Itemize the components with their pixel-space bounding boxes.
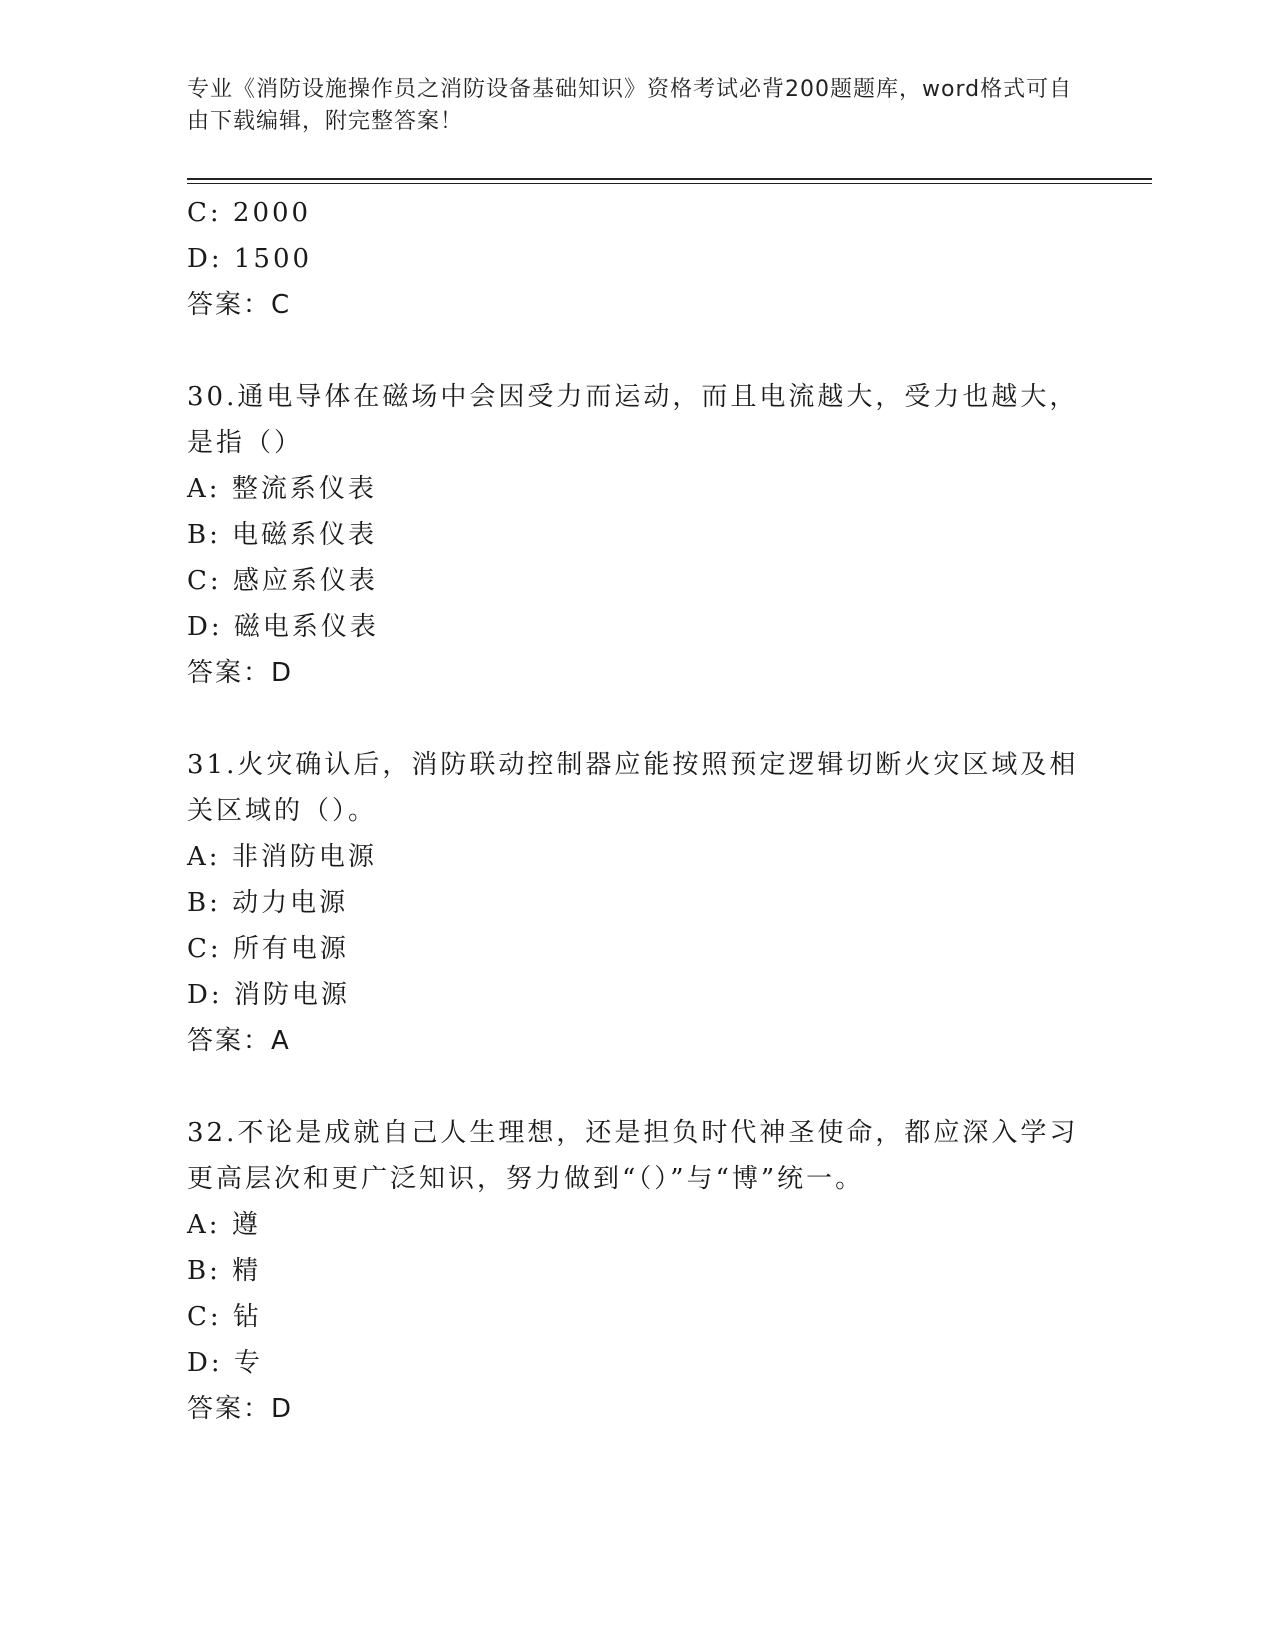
option-label: B: xyxy=(187,1256,221,1286)
option-text: 精 xyxy=(232,1256,262,1286)
option-label: A: xyxy=(187,842,221,872)
answer-line: 答案：D xyxy=(187,658,294,688)
option-label: C: xyxy=(187,1302,222,1332)
question-31 xyxy=(187,742,1087,1064)
previous-question-tail xyxy=(187,190,1087,328)
option-label: D: xyxy=(187,612,223,642)
option-d xyxy=(187,1340,1087,1386)
option-label: C: xyxy=(187,934,222,964)
option-label: D: xyxy=(187,244,223,274)
option-c xyxy=(187,190,1087,236)
option-text: 专 xyxy=(233,1348,263,1378)
option-text: 钻 xyxy=(232,1302,262,1332)
option-c xyxy=(187,558,1087,604)
option-b xyxy=(187,880,1087,926)
option-d xyxy=(187,236,1087,282)
answer-line: 答案：C xyxy=(187,290,292,320)
option-label: C: xyxy=(187,198,222,228)
question-text: 32.不论是成就自己人生理想，还是担负时代神圣使命，都应深入学习更高层次和更广泛知识，努力做到“（）”与“博”统一。 xyxy=(187,1118,1079,1194)
option-label: C: xyxy=(187,566,222,596)
option-text: 2000 xyxy=(232,198,312,228)
question-text: 30.通电导体在磁场中会因受力而运动，而且电流越大，受力也越大，是指（） xyxy=(187,382,1079,458)
option-text: 动力电源 xyxy=(232,888,349,918)
option-text: 消防电源 xyxy=(233,980,350,1010)
header-divider-thin xyxy=(187,183,1152,184)
option-text: 遵 xyxy=(231,1210,261,1240)
option-label: B: xyxy=(187,888,221,918)
option-a xyxy=(187,466,1087,512)
option-d xyxy=(187,604,1087,650)
option-text: 磁电系仪表 xyxy=(233,612,379,642)
option-label: A: xyxy=(187,474,221,504)
question-30 xyxy=(187,374,1087,696)
option-text: 电磁系仪表 xyxy=(232,520,378,550)
option-label: D: xyxy=(187,980,223,1010)
document-body xyxy=(187,190,1087,1432)
option-text: 感应系仪表 xyxy=(232,566,378,596)
option-c xyxy=(187,926,1087,972)
option-text: 非消防电源 xyxy=(231,842,377,872)
option-a xyxy=(187,834,1087,880)
option-label: D: xyxy=(187,1348,223,1378)
option-text: 所有电源 xyxy=(232,934,349,964)
option-b xyxy=(187,512,1087,558)
question-text: 31.火灾确认后，消防联动控制器应能按照预定逻辑切断火灾区域及相关区域的（）。 xyxy=(187,750,1079,826)
header-divider xyxy=(187,178,1152,180)
answer-line: 答案：A xyxy=(187,1026,291,1056)
option-c xyxy=(187,1294,1087,1340)
option-a xyxy=(187,1202,1087,1248)
answer-line: 答案：D xyxy=(187,1394,294,1424)
option-text: 1500 xyxy=(233,244,313,274)
option-text: 整流系仪表 xyxy=(231,474,377,504)
option-b xyxy=(187,1248,1087,1294)
option-label: B: xyxy=(187,520,221,550)
option-d xyxy=(187,972,1087,1018)
question-32 xyxy=(187,1110,1087,1432)
document-header: 专业《消防设施操作员之消防设备基础知识》资格考试必背200题题库，word格式可自由下载编辑，附完整答案！ xyxy=(187,77,1073,134)
option-label: A: xyxy=(187,1210,221,1240)
